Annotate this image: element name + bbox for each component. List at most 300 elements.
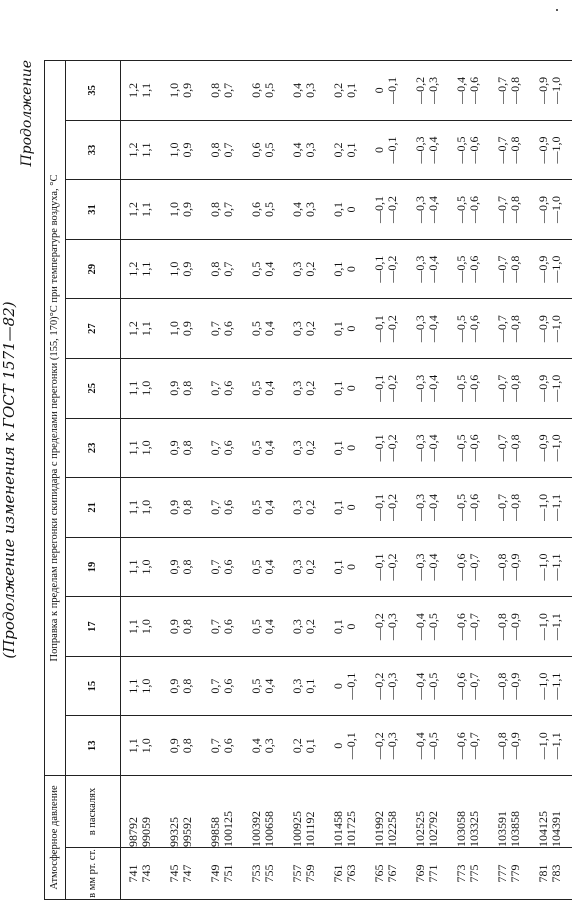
cell-value: 1,0 <box>138 440 153 456</box>
cell-value: 102258 <box>384 811 399 847</box>
cell-value: 0,4 <box>290 202 304 218</box>
cell-value: 0,5 <box>261 202 276 218</box>
cell-value: 0,9 <box>179 202 194 218</box>
cell-value: —0,7 <box>466 613 481 641</box>
correction-cell <box>408 120 449 180</box>
cell-values <box>531 359 572 418</box>
cell-value: 0,7 <box>208 440 222 456</box>
cell-value: —0,4 <box>425 136 440 164</box>
correction-cell <box>326 537 367 597</box>
cell-values <box>449 299 490 358</box>
cell-value: 1,1 <box>126 619 140 635</box>
cell-values <box>490 848 531 899</box>
cell-value: —0,6 <box>454 613 468 641</box>
cell-value: 749 <box>208 864 222 883</box>
cell-value: —0,4 <box>425 374 440 402</box>
cell-value: 1,1 <box>138 321 153 337</box>
cell-values <box>490 597 531 656</box>
cell-value: 0,3 <box>290 380 304 396</box>
correction-cell <box>531 478 572 538</box>
cell-value: 0,1 <box>331 261 345 277</box>
cell-values <box>121 478 162 537</box>
cell-value: 1,2 <box>126 321 140 337</box>
correction-cell <box>244 61 285 121</box>
cell-value: —0,9 <box>507 672 522 700</box>
cell-values <box>285 121 326 180</box>
cell-value: 0,8 <box>179 559 194 575</box>
cell-values <box>162 776 203 847</box>
cell-value: 0 <box>343 206 358 213</box>
cell-value: —0,2 <box>384 315 399 343</box>
cell-value: 103325 <box>466 811 481 847</box>
correction-cell <box>531 120 572 180</box>
cell-value: 761 <box>331 864 345 883</box>
cell-value: 0,5 <box>249 380 263 396</box>
cell-value: 0,8 <box>208 142 222 158</box>
cell-value: —0,5 <box>454 315 468 343</box>
pascals-cell <box>326 776 367 848</box>
cell-value: —0,9 <box>536 315 550 343</box>
correction-cell <box>408 478 449 538</box>
cell-value: —0,8 <box>495 553 509 581</box>
cell-value: —1,0 <box>548 196 563 224</box>
table-row <box>326 61 367 900</box>
table-row <box>244 61 285 900</box>
table-row <box>285 61 326 900</box>
cell-value: —0,2 <box>413 76 427 104</box>
cell-value: —0,6 <box>466 76 481 104</box>
cell-value: 745 <box>167 864 181 883</box>
correction-cell <box>203 180 244 240</box>
mm-hg-cell <box>162 848 203 900</box>
cell-values <box>162 478 203 537</box>
temp-header-35: 35 <box>66 61 121 121</box>
cell-values <box>490 121 531 180</box>
cell-value: —0,6 <box>454 672 468 700</box>
temp-header-29: 29 <box>66 239 121 299</box>
cell-value: —0,4 <box>425 493 440 521</box>
correction-cell <box>531 597 572 657</box>
cell-value: —0,8 <box>507 196 522 224</box>
cell-values <box>367 716 408 775</box>
cell-values <box>490 716 531 775</box>
correction-cell <box>326 120 367 180</box>
cell-value: —0,3 <box>413 255 427 283</box>
cell-value: —0,5 <box>454 136 468 164</box>
cell-value: 0,6 <box>220 678 235 694</box>
temp-header-21: 21 <box>66 478 121 538</box>
cell-values <box>449 419 490 478</box>
correction-cell <box>203 716 244 776</box>
correction-cell <box>203 239 244 299</box>
cell-value: 0,3 <box>290 678 304 694</box>
cell-values <box>203 776 244 847</box>
cell-value: 1,2 <box>126 142 140 158</box>
cell-value: —0,7 <box>495 196 509 224</box>
cell-values <box>449 848 490 899</box>
pascals-cell <box>244 776 285 848</box>
cell-value: 0 <box>372 146 386 153</box>
cell-value: 1,0 <box>167 202 181 218</box>
cell-values <box>367 776 408 847</box>
cell-value: 1,2 <box>126 82 140 98</box>
cell-value: 0 <box>343 623 358 630</box>
temp-header-27: 27 <box>66 299 121 359</box>
correction-cell <box>285 61 326 121</box>
cell-values <box>162 848 203 899</box>
correction-cell <box>531 180 572 240</box>
cell-value: 741 <box>126 864 140 883</box>
correction-cell <box>244 180 285 240</box>
cell-values <box>203 359 244 418</box>
cell-value: —0,3 <box>384 613 399 641</box>
cell-value: —0,3 <box>413 553 427 581</box>
correction-cell <box>162 656 203 716</box>
cell-value: 1,0 <box>167 261 181 277</box>
cell-value: 1,2 <box>126 261 140 277</box>
pascals-cell <box>121 776 163 848</box>
pascals-cell <box>367 776 408 848</box>
cell-values <box>203 657 244 716</box>
cell-values <box>203 240 244 299</box>
cell-value: —0,8 <box>507 374 522 402</box>
cell-values <box>408 478 449 537</box>
correction-cell <box>203 656 244 716</box>
cell-value: —0,2 <box>384 255 399 283</box>
cell-values <box>531 597 572 656</box>
correction-cell <box>203 120 244 180</box>
cell-values <box>162 240 203 299</box>
cell-value: 0 <box>343 563 358 570</box>
cell-value: 0,7 <box>220 82 235 98</box>
cell-values <box>326 538 367 597</box>
cell-value: 0,1 <box>343 142 358 158</box>
cell-values <box>121 121 162 180</box>
correction-cell <box>162 61 203 121</box>
cell-values <box>121 180 162 239</box>
cell-value: 103858 <box>507 811 522 847</box>
correction-cell <box>121 478 163 538</box>
cell-value: 0,5 <box>249 559 263 575</box>
cell-values <box>203 121 244 180</box>
table-row <box>531 61 572 900</box>
cell-value: 1,1 <box>126 499 140 515</box>
cell-values <box>490 180 531 239</box>
cell-value: 100658 <box>261 811 276 847</box>
cell-values <box>490 478 531 537</box>
correction-cell <box>408 358 449 418</box>
cell-value: 99592 <box>179 817 194 847</box>
cell-value: 0 <box>343 266 358 273</box>
cell-value: 0,6 <box>220 738 235 754</box>
cell-value: 99325 <box>167 817 181 847</box>
cell-values <box>490 538 531 597</box>
correction-cell <box>285 358 326 418</box>
cell-value: 771 <box>425 864 440 883</box>
cell-value: 0,7 <box>208 559 222 575</box>
temp-header-13: 13 <box>66 716 121 776</box>
cell-value: —0,3 <box>413 136 427 164</box>
correction-cell <box>326 299 367 359</box>
cell-values <box>244 597 285 656</box>
cell-value: —0,2 <box>384 374 399 402</box>
correction-cell <box>121 537 163 597</box>
cell-value: 99858 <box>208 817 222 847</box>
cell-value: —0,9 <box>536 196 550 224</box>
cell-value: 0,9 <box>179 142 194 158</box>
cell-value: 101192 <box>302 811 317 847</box>
cell-value: —0,5 <box>425 672 440 700</box>
correction-cell <box>203 537 244 597</box>
cell-value: —0,1 <box>384 76 399 104</box>
correction-cell <box>449 120 490 180</box>
correction-cell <box>121 120 163 180</box>
correction-cell <box>162 358 203 418</box>
cell-value: 0,3 <box>302 202 317 218</box>
cell-values <box>121 538 162 597</box>
correction-cell <box>449 61 490 121</box>
mm-hg-cell <box>121 848 163 900</box>
cell-value: —0,5 <box>454 255 468 283</box>
cell-values <box>490 359 531 418</box>
mm-hg-cell <box>326 848 367 900</box>
correction-cell <box>490 597 531 657</box>
cell-value: 101458 <box>331 811 345 847</box>
correction-cell <box>162 478 203 538</box>
cell-value: 0,2 <box>302 559 317 575</box>
correction-cell <box>326 239 367 299</box>
cell-value: —1,0 <box>548 255 563 283</box>
cell-values <box>449 240 490 299</box>
correction-cell <box>244 537 285 597</box>
cell-values <box>326 121 367 180</box>
correction-cell <box>162 120 203 180</box>
cell-value: —0,3 <box>413 196 427 224</box>
cell-value: —0,1 <box>372 315 386 343</box>
correction-cell <box>490 656 531 716</box>
cell-value: —0,7 <box>466 732 481 760</box>
cell-value: —0,1 <box>372 374 386 402</box>
cell-value: —0,2 <box>372 732 386 760</box>
cell-values <box>449 61 490 120</box>
cell-value: 0,8 <box>179 499 194 515</box>
cell-values <box>244 478 285 537</box>
cell-values <box>408 359 449 418</box>
cell-value: 0,4 <box>261 559 276 575</box>
cell-value: —1,0 <box>548 315 563 343</box>
correction-header: Поправка к пределам перегонки скипидара с пределами перегонки (155, 170)°С при температуре воздуха, °С <box>45 61 66 776</box>
cell-value: 100125 <box>220 811 235 847</box>
correction-cell <box>367 358 408 418</box>
pascals-cell <box>490 776 531 848</box>
cell-value: 0,1 <box>331 499 345 515</box>
correction-cell <box>367 716 408 776</box>
cell-value: —0,1 <box>372 255 386 283</box>
cell-value: 1,1 <box>126 738 140 754</box>
correction-cell <box>449 418 490 478</box>
correction-cell <box>490 716 531 776</box>
mm-hg-cell <box>203 848 244 900</box>
cell-value: —0,1 <box>343 732 358 760</box>
cell-values <box>408 538 449 597</box>
cell-value: 0,4 <box>290 142 304 158</box>
cell-values <box>326 359 367 418</box>
cell-values <box>326 776 367 847</box>
cell-value: —0,8 <box>507 76 522 104</box>
cell-value: —0,7 <box>495 315 509 343</box>
correction-cell <box>162 716 203 776</box>
cell-value: 0,9 <box>167 380 181 396</box>
cell-values <box>285 538 326 597</box>
cell-value: 0,4 <box>261 440 276 456</box>
correction-cell <box>244 358 285 418</box>
correction-cell <box>244 299 285 359</box>
cell-value: 1,0 <box>138 738 153 754</box>
cell-values <box>244 180 285 239</box>
cell-value: 100392 <box>249 811 263 847</box>
correction-cell <box>121 597 163 657</box>
correction-cell <box>531 537 572 597</box>
correction-cell <box>449 299 490 359</box>
cell-values <box>121 848 162 899</box>
cell-value: 743 <box>138 864 153 883</box>
cell-value: 0,8 <box>179 678 194 694</box>
cell-value: —0,7 <box>466 672 481 700</box>
cell-values <box>408 419 449 478</box>
cell-value: 0,6 <box>249 82 263 98</box>
cell-value: —1,0 <box>536 553 550 581</box>
rotated-page-content <box>0 60 572 900</box>
mm-hg-cell <box>244 848 285 900</box>
cell-values <box>285 657 326 716</box>
correction-cell <box>285 180 326 240</box>
correction-cell <box>490 537 531 597</box>
cell-values <box>203 419 244 478</box>
cell-value: 0,1 <box>331 559 345 575</box>
correction-cell <box>408 239 449 299</box>
cell-value: 0,4 <box>261 261 276 277</box>
correction-cell <box>162 299 203 359</box>
correction-cell <box>121 180 163 240</box>
atm-pressure-header: Атмосферное давление <box>45 776 66 900</box>
cell-value: 773 <box>454 864 468 883</box>
temp-header-25: 25 <box>66 358 121 418</box>
cell-value: —0,3 <box>384 672 399 700</box>
correction-cell <box>244 716 285 776</box>
cell-values <box>244 538 285 597</box>
cell-value: —0,4 <box>413 672 427 700</box>
cell-value: 104391 <box>548 811 563 847</box>
correction-cell <box>162 597 203 657</box>
cell-value: —0,8 <box>507 255 522 283</box>
correction-cell <box>490 478 531 538</box>
correction-cell <box>121 418 163 478</box>
cell-values <box>326 61 367 120</box>
cell-value: 0,6 <box>220 440 235 456</box>
cell-value: —0,8 <box>507 434 522 462</box>
cell-value: —0,6 <box>466 136 481 164</box>
cell-values <box>121 299 162 358</box>
cell-values <box>531 478 572 537</box>
cell-value: 103591 <box>495 811 509 847</box>
cell-value: —0,6 <box>466 374 481 402</box>
cell-value: 0,8 <box>179 619 194 635</box>
cell-value: 0,3 <box>302 82 317 98</box>
correction-cell <box>285 716 326 776</box>
cell-value: 0,9 <box>167 440 181 456</box>
cell-values <box>367 61 408 120</box>
cell-value: 1,0 <box>138 499 153 515</box>
cell-value: —0,3 <box>413 315 427 343</box>
correction-cell <box>367 239 408 299</box>
cell-values <box>326 478 367 537</box>
cell-value: 0 <box>343 444 358 451</box>
correction-cell <box>121 716 163 776</box>
correction-cell <box>367 597 408 657</box>
cell-value: —0,5 <box>454 434 468 462</box>
pascals-cell <box>162 776 203 848</box>
cell-values <box>449 180 490 239</box>
cell-values <box>162 180 203 239</box>
cell-value: 769 <box>413 864 427 883</box>
cell-value: 767 <box>384 864 399 883</box>
cell-value: 1,0 <box>138 380 153 396</box>
cell-value: 0,1 <box>331 440 345 456</box>
mm-hg-cell <box>367 848 408 900</box>
cell-value: 0,9 <box>167 619 181 635</box>
correction-cell <box>408 180 449 240</box>
cell-value: —0,5 <box>454 196 468 224</box>
correction-cell <box>121 61 163 121</box>
cell-value: —0,9 <box>507 732 522 760</box>
cell-value: 1,2 <box>126 202 140 218</box>
cell-values <box>203 716 244 775</box>
cell-value: 0,7 <box>208 738 222 754</box>
cell-value: 0,6 <box>220 499 235 515</box>
cell-values <box>121 61 162 120</box>
cell-values <box>367 657 408 716</box>
cell-values <box>326 240 367 299</box>
correction-cell <box>408 418 449 478</box>
cell-value: 0,1 <box>302 678 317 694</box>
mm-hg-header: в мм рт. ст. <box>66 848 121 900</box>
cell-value: 0,5 <box>249 678 263 694</box>
cell-value: 1,0 <box>167 82 181 98</box>
correction-cell <box>162 418 203 478</box>
cell-values <box>408 180 449 239</box>
correction-cell <box>326 180 367 240</box>
cell-value: 755 <box>261 864 276 883</box>
correction-cell <box>203 358 244 418</box>
cell-value: —0,5 <box>425 732 440 760</box>
cell-value: 0 <box>372 87 386 94</box>
cell-values <box>203 478 244 537</box>
cell-values <box>408 240 449 299</box>
cell-value: 0,4 <box>261 321 276 337</box>
cell-values <box>285 478 326 537</box>
continuation-label: Продолжение <box>19 60 35 167</box>
cell-value: —0,9 <box>536 255 550 283</box>
cell-values <box>449 538 490 597</box>
cell-value: 0,3 <box>290 499 304 515</box>
correction-cell <box>326 358 367 418</box>
cell-value: 0,3 <box>290 321 304 337</box>
cell-values <box>490 61 531 120</box>
cell-value: 0,5 <box>249 440 263 456</box>
cell-value: 0,6 <box>220 380 235 396</box>
cell-value: 0,2 <box>302 380 317 396</box>
cell-value: —0,2 <box>384 553 399 581</box>
